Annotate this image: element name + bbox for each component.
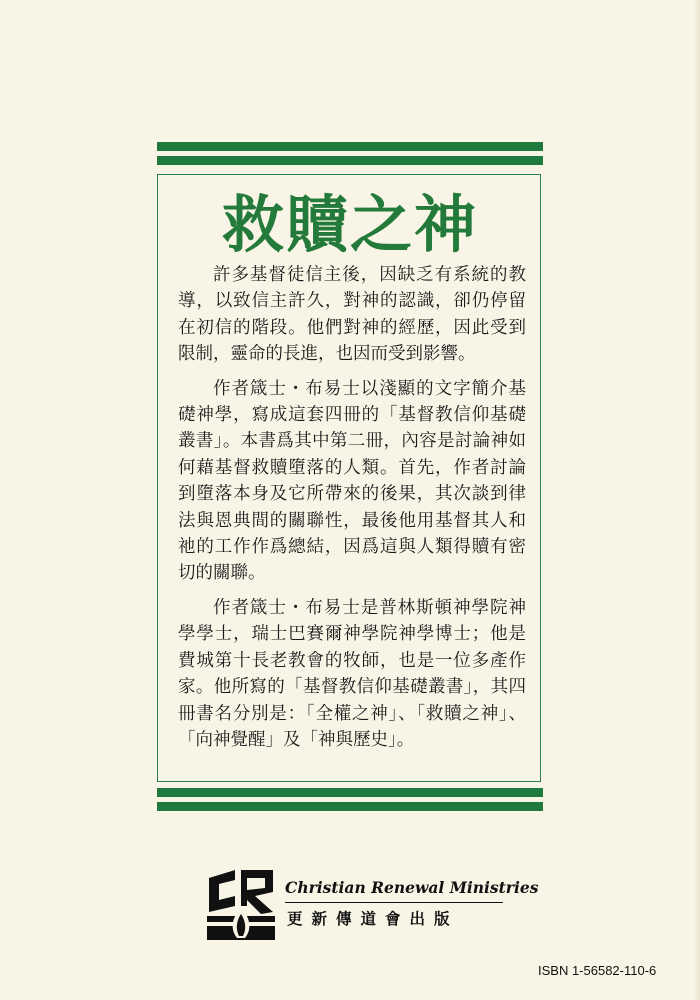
blurb-text <box>178 262 526 761</box>
publisher-name-en: Christian Renewal Ministries <box>285 878 539 897</box>
page-edge <box>694 0 700 1000</box>
top-green-bar-2 <box>157 156 543 165</box>
blurb-paragraph-2: 作者箴士・布易士以淺顯的文字簡介基礎神學，寫成這套四冊的「基督教信仰基礎叢書」。本書爲其中第二冊，內容是討論神如何藉基督救贖墮落的人類。首先，作者討論到墮落本身及它所帶來的後果，其次談到律法與恩典間的關聯性，最後他用基督其人和祂的工作作爲總結，因爲這與人類得贖有密切的關聯。 <box>178 378 526 584</box>
publisher-name-zh: 更新傳道會出版 <box>287 910 459 928</box>
bottom-green-bar-2 <box>157 802 543 811</box>
crm-logo-icon <box>205 866 277 942</box>
publisher-rule <box>285 902 503 903</box>
top-green-bar-1 <box>157 142 543 151</box>
book-title: 救贖之神 <box>221 188 478 261</box>
blurb-paragraph-1: 許多基督徒信主後，因缺乏有系統的教導，以致信主許久，對神的認識，卻仍停留在初信的階段。他們對神的經歷，因此受到限制，靈命的長進，也因而受到影響。 <box>178 265 526 365</box>
publisher-block <box>205 866 539 946</box>
bottom-green-bar-1 <box>157 788 543 797</box>
blurb-paragraph-3: 作者箴士・布易士是普林斯頓神學院神學學士，瑞士巴賽爾神學院神學博士；他是費城第十長老教會的牧師，也是一位多產作家。他所寫的「基督教信仰基礎叢書」，其四冊書名分別是：「全權之神」、「救贖之神」、「向神覺醒」及「神與歷史」。 <box>178 597 526 750</box>
isbn-label: ISBN 1-56582-110-6 <box>538 963 657 978</box>
